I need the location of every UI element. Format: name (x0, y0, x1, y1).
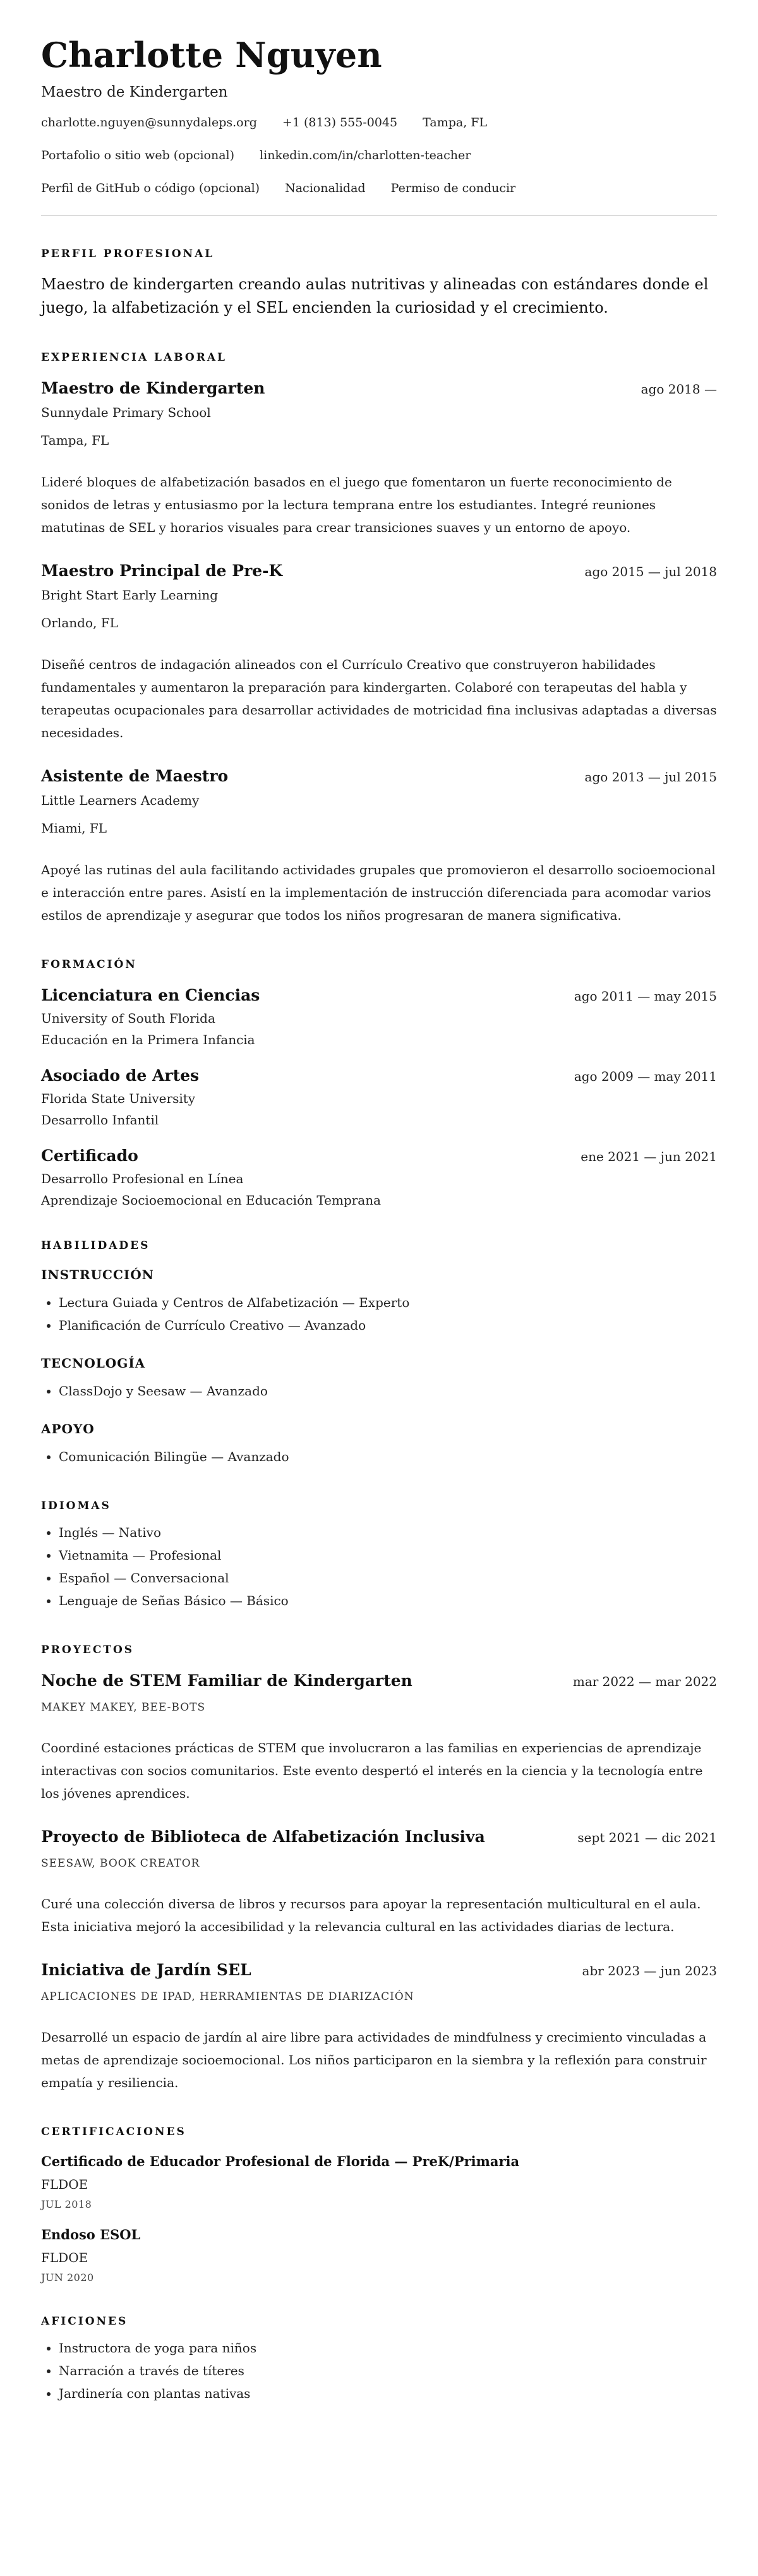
skills-heading: HABILIDADES (41, 1239, 150, 1253)
experience-title: Asistente de Maestro (41, 767, 229, 786)
skill-list (41, 1291, 717, 1337)
degree-title: Asociado de Artes (41, 1066, 200, 1085)
experience-dates: ago 2013 — jul 2015 (584, 769, 717, 785)
contact-row-2 (41, 148, 717, 162)
experience-title: Maestro de Kindergarten (41, 379, 265, 398)
experience-dates: ago 2018 — (641, 382, 717, 397)
skill-item: • Lectura Guiada y Centros de Alfabetización — Experto (59, 1291, 717, 1314)
experience-entry (41, 767, 717, 927)
github-link[interactable]: Perfil de GitHub o código (opcional) (41, 181, 260, 196)
certification-entry (41, 2153, 717, 2210)
experience-location: Orlando, FL (41, 615, 118, 631)
language-list (41, 1521, 717, 1612)
certifications-heading: CERTIFICACIONES (41, 2126, 186, 2139)
certification-issuer: FLDOE (41, 2250, 88, 2266)
education-dates: ago 2009 — may 2011 (574, 1069, 717, 1085)
school-name: University of South Florida (41, 1011, 215, 1026)
certification-title: Certificado de Educador Profesional de Florida — PreK/Primaria (41, 2153, 520, 2170)
certification-date: JUN 2020 (41, 2272, 94, 2284)
experience-description: Lideré bloques de alfabetización basados en el juego que fomentaron un fuerte reconocimiento de sonidos de letras y entusiasmo por la lectura temprana entre los estudiantes. Integré reuniones matutinas de SEL y horarios visuales para crear transiciones suaves y un entorno de apoyo. (41, 474, 672, 536)
project-tools: SEESAW, BOOK CREATOR (41, 1857, 200, 1870)
language-item: • Inglés — Nativo (59, 1521, 717, 1544)
experience-dates: ago 2015 — jul 2018 (584, 564, 717, 580)
education-entry (41, 1147, 717, 1208)
hobby-item: • Jardinería con plantas nativas (59, 2382, 717, 2405)
skill-item: • Comunicación Bilingüe — Avanzado (59, 1445, 717, 1468)
license-text: Permiso de conducir (390, 181, 516, 196)
header-divider (41, 215, 717, 216)
experience-heading: EXPERIENCIA LABORAL (41, 351, 227, 364)
languages-heading: IDIOMAS (41, 1500, 111, 1513)
projects-heading: PROYECTOS (41, 1644, 135, 1657)
certification-title: Endoso ESOL (41, 2227, 141, 2243)
education-dates: ago 2011 — may 2015 (574, 989, 717, 1004)
experience-org: Sunnydale Primary School (41, 405, 211, 421)
phone-text: +1 (813) 555-0045 (282, 116, 398, 130)
project-title: Proyecto de Biblioteca de Alfabetización Inclusiva (41, 1827, 485, 1846)
project-description: Curé una colección diversa de libros y recursos para apoyar la representación multicultural en el aula. Esta iniciativa mejoró la accesibilidad y la relevancia cultural en las actividades diarias de lectura. (41, 1896, 701, 1935)
experience-title: Maestro Principal de Pre-K (41, 562, 283, 581)
linkedin-link[interactable]: linkedin.com/in/charlotten-teacher (260, 148, 471, 163)
skill-list (41, 1380, 717, 1402)
skill-item: • ClassDojo y Seesaw — Avanzado (59, 1380, 717, 1402)
skill-group-title: TECNOLOGÍA (41, 1356, 146, 1371)
experience-org: Bright Start Early Learning (41, 587, 219, 603)
project-dates: mar 2022 — mar 2022 (572, 1674, 717, 1690)
skill-item: • Planificación de Currículo Creativo — Avanzado (59, 1314, 717, 1337)
skill-group-title: APOYO (41, 1421, 95, 1437)
project-title: Iniciativa de Jardín SEL (41, 1961, 251, 1980)
experience-entry (41, 562, 717, 744)
degree-title: Certificado (41, 1147, 138, 1165)
hobby-list (41, 2337, 717, 2405)
field-of-study: Aprendizaje Socioemocional en Educación Temprana (41, 1193, 382, 1208)
experience-description: Apoyé las rutinas del aula facilitando actividades grupales que promovieron el desarrollo socioemocional e interacción entre pares. Asistí en la implementación de instrucción diferenciada para acomodar varios estilos de aprendizaje y asegurar que todos los niños progresaran de manera significativa. (41, 862, 716, 924)
project-entry (41, 1671, 717, 1805)
job-title: Maestro de Kindergarten (41, 84, 228, 101)
skill-list (41, 1445, 717, 1468)
location-text: Tampa, FL (423, 116, 488, 130)
project-dates: abr 2023 — jun 2023 (582, 1963, 717, 1979)
project-entry (41, 1827, 717, 1938)
education-dates: ene 2021 — jun 2021 (581, 1149, 717, 1165)
education-entry (41, 1066, 717, 1128)
certification-date: JUL 2018 (41, 2198, 92, 2211)
education-entry (41, 986, 717, 1047)
contact-row-3 (41, 181, 717, 195)
school-name: Desarrollo Profesional en Línea (41, 1171, 244, 1187)
field-of-study: Educación en la Primera Infancia (41, 1032, 255, 1048)
field-of-study: Desarrollo Infantil (41, 1112, 159, 1128)
experience-location: Tampa, FL (41, 433, 109, 448)
skill-group-title: INSTRUCCIÓN (41, 1267, 154, 1283)
language-item: • Lenguaje de Señas Básico — Básico (59, 1589, 717, 1612)
project-dates: sept 2021 — dic 2021 (577, 1830, 717, 1846)
experience-entry (41, 379, 717, 539)
candidate-name: Charlotte Nguyen (41, 35, 382, 75)
profile-heading: PERFIL PROFESIONAL (41, 248, 215, 261)
certification-issuer: FLDOE (41, 2177, 88, 2193)
project-tools: MAKEY MAKEY, BEE-BOTS (41, 1701, 206, 1714)
resume-page (41, 0, 717, 2405)
project-description: Coordiné estaciones prácticas de STEM que involucraron a las familias en experiencias de aprendizaje interactivas con socios comunitarios. Este evento despertó el interés en la ciencia y la tecnología entre los jóvenes aprendices. (41, 1740, 703, 1802)
education-heading: FORMACIÓN (41, 958, 137, 972)
hobby-item: • Narración a través de títeres (59, 2359, 717, 2382)
hobby-item: • Instructora de yoga para niños (59, 2337, 717, 2359)
project-description: Desarrollé un espacio de jardín al aire libre para actividades de mindfulness y crecimiento vinculadas a metas de aprendizaje socioemocional. Los niños participaron en la siembra y la reflexión para construir empatía y resiliencia. (41, 2030, 707, 2091)
portfolio-link[interactable]: Portafolio o sitio web (opcional) (41, 148, 235, 163)
experience-description: Diseñé centros de indagación alineados con el Currículo Creativo que construyeron habilidades fundamentales y aumentaron la preparación para kindergarten. Colaboré con terapeutas del habla y terapeutas ocupacionales para desarrollar actividades de motricidad fina inclusivas adaptadas a diversas necesidades. (41, 657, 717, 741)
certification-entry (41, 2227, 717, 2284)
language-item: • Vietnamita — Profesional (59, 1544, 717, 1567)
experience-location: Miami, FL (41, 821, 107, 836)
contact-row-1 (41, 116, 717, 129)
experience-org: Little Learners Academy (41, 793, 200, 809)
language-item: • Español — Conversacional (59, 1567, 717, 1589)
email-link[interactable]: charlotte.nguyen@sunnydaleps.org (41, 116, 257, 130)
degree-title: Licenciatura en Ciencias (41, 986, 260, 1005)
project-entry (41, 1961, 717, 2094)
project-tools: APLICACIONES DE IPAD, HERRAMIENTAS DE DIARIZACIÓN (41, 1990, 414, 2004)
project-title: Noche de STEM Familiar de Kindergarten (41, 1671, 412, 1690)
profile-text: Maestro de kindergarten creando aulas nutritivas y alineadas con estándares donde el juego, la alfabetización y el SEL encienden la curiosidad y el crecimiento. (41, 275, 709, 317)
school-name: Florida State University (41, 1091, 196, 1107)
hobbies-heading: AFICIONES (41, 2315, 128, 2328)
nationality-text: Nacionalidad (285, 181, 366, 196)
